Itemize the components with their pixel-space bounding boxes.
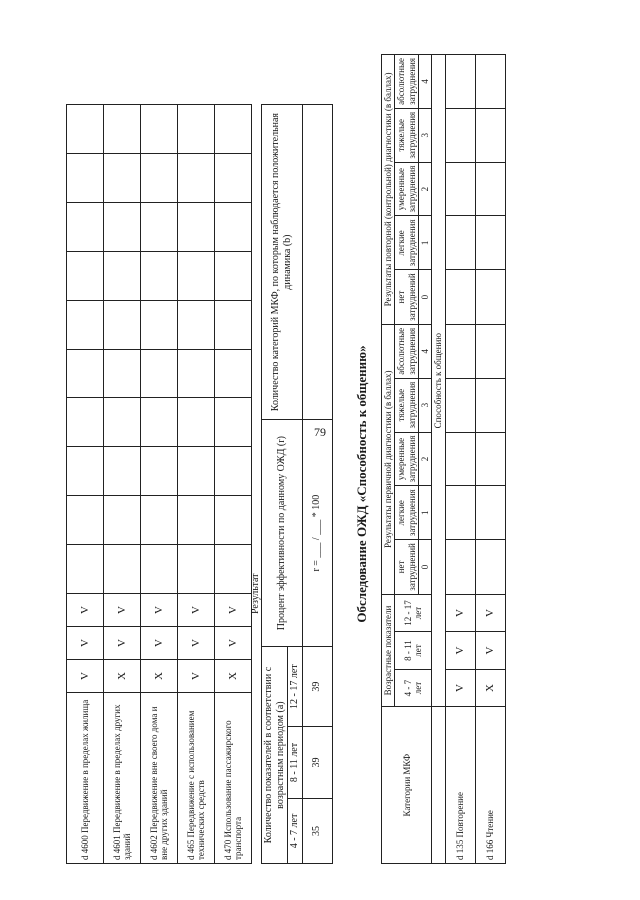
count-8-11: 39 [302,727,332,799]
categories-header: Количество категорий МКФ, по которым наблюдается положительная динамика (b) [262,105,303,420]
score-cell [67,398,104,447]
age-mark: X [141,660,178,693]
score-cell [178,202,215,251]
age-mark: V [475,632,505,670]
repeat-level-0: нет затруднений [395,270,419,325]
score-cell [475,270,505,325]
score-cell [104,105,141,154]
score-cell [104,202,141,251]
row-label: d 465 Передвижение с использованием технических средств [178,693,215,864]
age-8-11: 8 - 11 лет [288,727,303,799]
primary-score-3: 3 [419,378,432,432]
movement-table [66,104,252,864]
primary-level-4: абсолютные затруднения [395,324,419,378]
score-cell [141,202,178,251]
score-cell [445,216,475,270]
score-cell [215,398,252,447]
score-cell [215,153,252,202]
table-row [141,105,178,864]
age-mark: V [104,594,141,627]
repeat-score-1: 1 [419,216,432,270]
score-cell [178,349,215,398]
score-cell [104,398,141,447]
primary-level-0: нет затруднений [395,540,419,595]
age-4-7: 4 - 7 лет [395,669,432,707]
score-cell [141,398,178,447]
age-mark: V [178,594,215,627]
count-12-17: 39 [302,647,332,727]
score-cell [445,486,475,540]
repeat-score-3: 3 [419,108,432,162]
score-cell [475,432,505,486]
score-cell [104,153,141,202]
age-mark: V [141,594,178,627]
score-cell [141,300,178,349]
score-cell [445,270,475,325]
age-12-17: 12 - 17 лет [288,647,303,727]
page-number: 79 [314,425,326,439]
age-mark: V [178,627,215,660]
repeat-level-3: тяжелые затруднения [395,108,419,162]
table-row [104,105,141,864]
age-mark: V [67,660,104,693]
table-row [178,105,215,864]
score-cell [445,55,475,109]
score-cell [104,545,141,594]
score-cell [445,162,475,216]
age-mark: V [67,594,104,627]
score-cell [215,545,252,594]
age-4-7: 4 - 7 лет [288,798,303,863]
score-cell [475,486,505,540]
category-header: Категории МКФ [382,707,432,864]
score-cell [104,251,141,300]
age-mark: V [445,669,475,707]
score-cell [67,447,104,496]
score-cell [67,202,104,251]
table-row [445,55,475,864]
result-table [261,104,333,864]
score-cell [178,447,215,496]
score-cell [178,300,215,349]
primary-score-1: 1 [419,486,432,540]
repeat-level-1: легкие затруднения [395,216,419,270]
communication-table [381,54,506,864]
score-cell [104,447,141,496]
categories-value [302,105,332,420]
score-cell [215,105,252,154]
age-mark: V [215,594,252,627]
score-cell [475,55,505,109]
score-cell [141,496,178,545]
score-cell [104,300,141,349]
score-cell [445,378,475,432]
score-cell [475,378,505,432]
row-label: d 4602 Передвижение вне своего дома и вне других зданий [141,693,178,864]
age-mark: V [445,594,475,632]
repeat-score-4: 4 [419,55,432,109]
primary-score-2: 2 [419,432,432,486]
row-label: d 4601 Передвижение в пределах других зданий [104,693,141,864]
score-cell [67,349,104,398]
score-cell [215,447,252,496]
age-mark: V [445,632,475,670]
repeat-level-4: абсолютные затруднения [395,55,419,109]
row-label: d 4600 Передвижение в пределах жилища [67,693,104,864]
percent-formula: r = ___ / ___ * 100 [302,420,332,647]
score-cell [215,300,252,349]
score-cell [475,324,505,378]
section-title: Обследование ОЖД «Способность к общению» [354,345,369,623]
score-cell [178,398,215,447]
age-mark: V [215,627,252,660]
table-row [215,105,252,864]
score-cell [178,251,215,300]
score-cell [178,105,215,154]
score-cell [178,496,215,545]
score-cell [67,300,104,349]
age-mark: V [67,627,104,660]
row-label: d 470 Использование пассажирского транспорта [215,693,252,864]
score-cell [104,496,141,545]
score-cell [445,432,475,486]
score-cell [178,153,215,202]
score-cell [445,540,475,595]
age-header: Возрастные показатели [382,594,395,707]
primary-score-4: 4 [419,324,432,378]
score-cell [141,349,178,398]
score-cell [445,324,475,378]
rotated-page [36,34,626,864]
score-cell [141,153,178,202]
repeat-header: Результаты повторной (контрольной) диагностики (в баллах) [382,55,395,325]
score-cell [141,447,178,496]
score-cell [67,153,104,202]
group-label-cell [432,707,445,864]
repeat-score-0: 0 [419,270,432,325]
score-cell [67,251,104,300]
score-cell [215,251,252,300]
age-mark: V [178,660,215,693]
score-cell [215,496,252,545]
row-label: d 135 Повторение [445,707,475,864]
primary-level-3: тяжелые затруднения [395,378,419,432]
score-cell [178,545,215,594]
score-cell [215,349,252,398]
row-label: d 166 Чтение [475,707,505,864]
percent-header: Процент эффективности по данному ОЖД (r) [262,420,303,647]
score-cell [215,202,252,251]
primary-level-1: легкие затруднения [395,486,419,540]
score-cell [67,545,104,594]
age-12-17: 12 - 17 лет [395,594,432,632]
score-cell [475,216,505,270]
score-cell [104,349,141,398]
score-cell [475,162,505,216]
result-title: Результат [250,573,261,614]
age-mark: X [104,660,141,693]
score-cell [475,540,505,595]
age-mark: V [141,627,178,660]
score-cell [141,545,178,594]
table-row [475,55,505,864]
table-row [67,105,104,864]
count-header: Количество показателей в соответствии с возрастным периодом (a) [262,647,288,864]
score-cell [445,108,475,162]
count-4-7: 35 [302,798,332,863]
score-cell [141,251,178,300]
repeat-level-2: умеренные затруднения [395,162,419,216]
age-mark: X [215,660,252,693]
age-mark: X [475,669,505,707]
age-8-11: 8 - 11 лет [395,632,432,670]
group-label: Способность к общению [432,55,445,707]
primary-header: Результаты первичной диагностики (в баллах) [382,324,395,594]
score-cell [475,108,505,162]
age-mark: V [104,627,141,660]
age-mark: V [475,594,505,632]
score-cell [67,105,104,154]
primary-score-0: 0 [419,540,432,595]
score-cell [141,105,178,154]
primary-level-2: умеренные затруднения [395,432,419,486]
repeat-score-2: 2 [419,162,432,216]
score-cell [67,496,104,545]
